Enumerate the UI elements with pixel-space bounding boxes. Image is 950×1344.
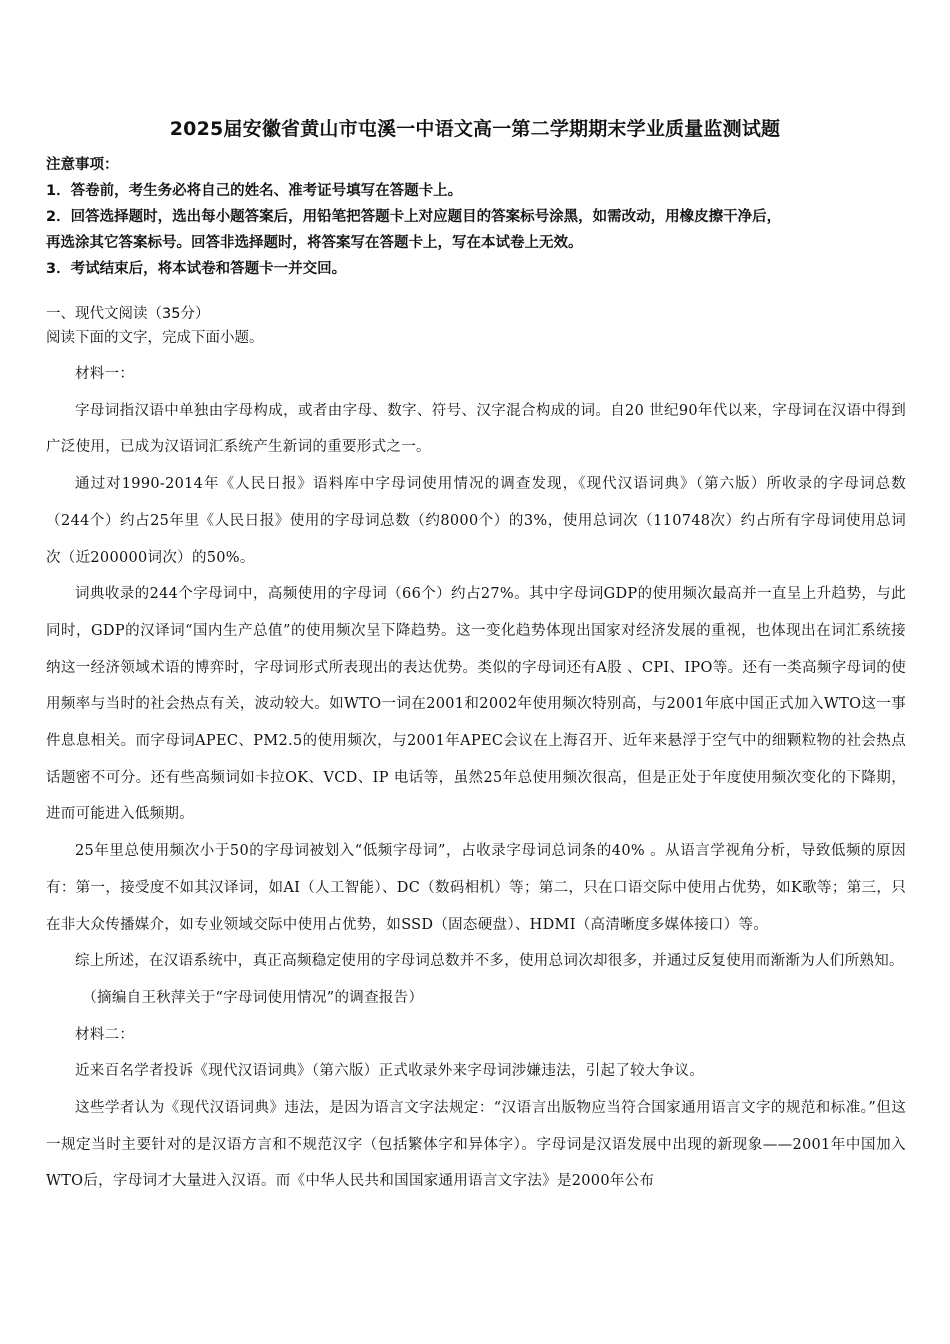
note-item: 再选涂其它答案标号。回答非选择题时，将答案写在答题卡上，写在本试卷上无效。 [46, 235, 583, 251]
note-item: 2．回答选择题时，选出每小题答案后，用铅笔把答题卡上对应题目的答案标号涂黑，如需改动，用橡皮擦干净后， [46, 209, 782, 225]
page-title: 2025届安徽省黄山市屯溪一中语文高一第二学期期末学业质量监测试题 [169, 118, 781, 140]
paragraph: 这些学者认为《现代汉语词典》违法，是因为语言文字法规定：“汉语言出版物应当符合国家通用语言文字的规范和标准。”但这一规定当时主要针对的是汉语方言和不规范汉字（包括繁体字和异体字）。字母词是汉语发展中出现的新现象——2001年中国加入WTO后，字母词才大量进入汉语。而《中华人民共和国国家通用语言文字法》是2000年公布 [46, 1100, 906, 1190]
paragraph: 综上所述，在汉语系统中，真正高频稳定使用的字母词总数并不多，使用总词次却很多，并通过反复使用而渐渐为人们所熟知。 [75, 953, 904, 970]
reading-passage [46, 356, 906, 1200]
note-item: 3．考试结束后，将本试卷和答题卡一并交回。 [46, 261, 347, 277]
section-instruction: 阅读下面的文字，完成下面小题。 [46, 330, 264, 346]
paragraph: 近来百名学者投诉《现代汉语词典》（第六版）正式收录外来字母词涉嫌违法，引起了较大争议。 [75, 1063, 705, 1080]
notes-block [46, 152, 916, 282]
material-label: 材料二： [75, 1026, 135, 1043]
material-label: 材料一： [75, 366, 135, 382]
note-item: 1．答卷前，考生务必将自己的姓名、准考证号填写在答题卡上。 [46, 183, 463, 199]
paragraph: 通过对1990-2014年《人民日报》语料库中字母词使用情况的调查发现，《现代汉语词典》（第六版）所收录的字母词总数（244个）约占25年里《人民日报》使用的字母词总数（约8000个）的3%，使用总词次（110748次）约占所有字母词使用总词次（近200000词次）的50%。 [46, 476, 906, 566]
paragraph: 字母词指汉语中单独由字母构成，或者由字母、数字、符号、汉字混合构成的词。自20 世纪90年代以来，字母词在汉语中得到广泛使用，已成为汉语词汇系统产生新词的重要形式之一。 [46, 402, 906, 456]
source-citation: （摘编自王秋萍关于“字母词使用情况”的调查报告） [82, 989, 424, 1006]
paragraph: 词典收录的244个字母词中，高频使用的字母词（66个）约占27%。其中字母词GDP的使用频次最高并一直呈上升趋势，与此同时，GDP的汉译词“国内生产总值”的使用频次呈下降趋势。这一变化趋势体现出国家对经济发展的重视，也体现出在词汇系统接纳这一经济领域术语的博弈时，字母词形式所表现出的表达优势。类似的字母词还有A股 、CPI、IPO等。还有一类高频字母词的使用频率与当时的社会热点有关，波动较大。如WTO一词在2001和2002年使用频次特别高，与2001年底中国正式加入WTO这一事件息息相关。而字母词APEC、PM2.5的使用频次，与2001年APEC会议在上海召开、近年来悬浮于空气中的细颗粒物的社会热点话题密不可分。还有些高频词如卡拉OK、VCD、IP 电话等，虽然25年总使用频次很高，但是正处于年度使用频次变化的下降期，进而可能进入低频期。 [46, 586, 906, 823]
notes-heading: 注意事项： [46, 157, 119, 173]
section-heading: 一、现代文阅读（35分） [46, 306, 210, 322]
paragraph: 25年里总使用频次小于50的字母词被划入“低频字母词”，占收录字母词总词条的40% 。从语言学视角分析，导致低频的原因有：第一，接受度不如其汉译词，如AI（人工智能）、DC（数码相机）等；第二，只在口语交际中使用占优势，如K歌等；第三，只在非大众传播媒介，如专业领域交际中使用占优势，如SSD（固态硬盘）、HDMI（高清晰度多媒体接口）等。 [46, 843, 906, 933]
